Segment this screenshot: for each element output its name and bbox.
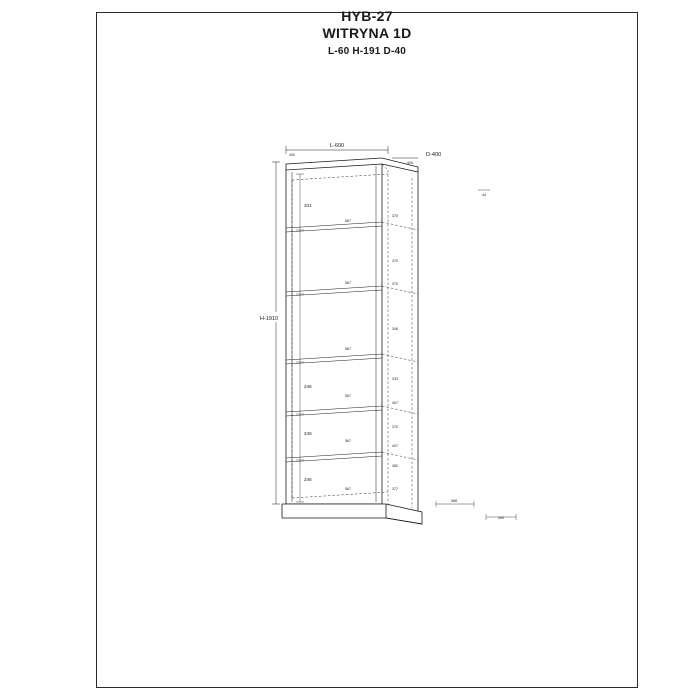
label-right-3: 370	[392, 282, 398, 286]
misc-leaders	[436, 190, 516, 520]
label-left-1: 341	[304, 203, 312, 208]
label-overall-width: L-600	[329, 143, 345, 149]
label-shelf-3: 567	[345, 347, 351, 351]
label-shelf-2: 567	[345, 281, 351, 285]
cabinet-drawing	[96, 12, 638, 688]
label-width-tick: 400	[289, 153, 295, 157]
label-right-5: 333	[392, 377, 398, 381]
label-misc-2: 588	[451, 499, 457, 503]
label-overall-height: H-1910	[259, 316, 279, 322]
labels-left-compartments	[302, 200, 316, 482]
label-overall-depth: D-400	[426, 152, 442, 158]
dimension-width-top	[286, 143, 388, 157]
label-right-2: 370	[392, 259, 398, 263]
label-right-6: 407	[392, 401, 398, 405]
page-title: HYB-27	[341, 8, 393, 24]
label-misc-1: 44	[482, 193, 486, 197]
label-shelf-4: 567	[345, 394, 351, 398]
label-right-8: 407	[392, 444, 398, 448]
label-shelf-1: 567	[345, 219, 351, 223]
label-misc-3: 400	[498, 516, 504, 520]
page-subtitle: WITRYNA 1D	[322, 25, 412, 41]
label-shelf-6: 567	[345, 487, 351, 491]
cabinet-svg	[96, 12, 638, 688]
label-right-1: 370	[392, 214, 398, 218]
label-right-4: 346	[392, 327, 398, 331]
labels-shelf-widths	[345, 219, 351, 491]
labels-right-compartments	[392, 214, 398, 491]
label-shelf-5: 567	[345, 439, 351, 443]
label-left-2: 246	[304, 384, 312, 389]
dimension-height-left	[254, 162, 284, 504]
cabinet-inner-lines	[286, 166, 382, 502]
label-depth-tick: 400	[407, 161, 413, 165]
label-right-7: 370	[392, 425, 398, 429]
dimension-chain-left	[296, 174, 304, 502]
label-right-9: 380	[392, 464, 398, 468]
label-right-10: 377	[392, 487, 398, 491]
label-left-4: 246	[304, 477, 312, 482]
labels-misc	[451, 193, 504, 520]
cabinet-body	[282, 158, 422, 524]
page-dimensions: L-60 H-191 D-40	[327, 46, 407, 57]
label-left-3: 246	[304, 431, 312, 436]
